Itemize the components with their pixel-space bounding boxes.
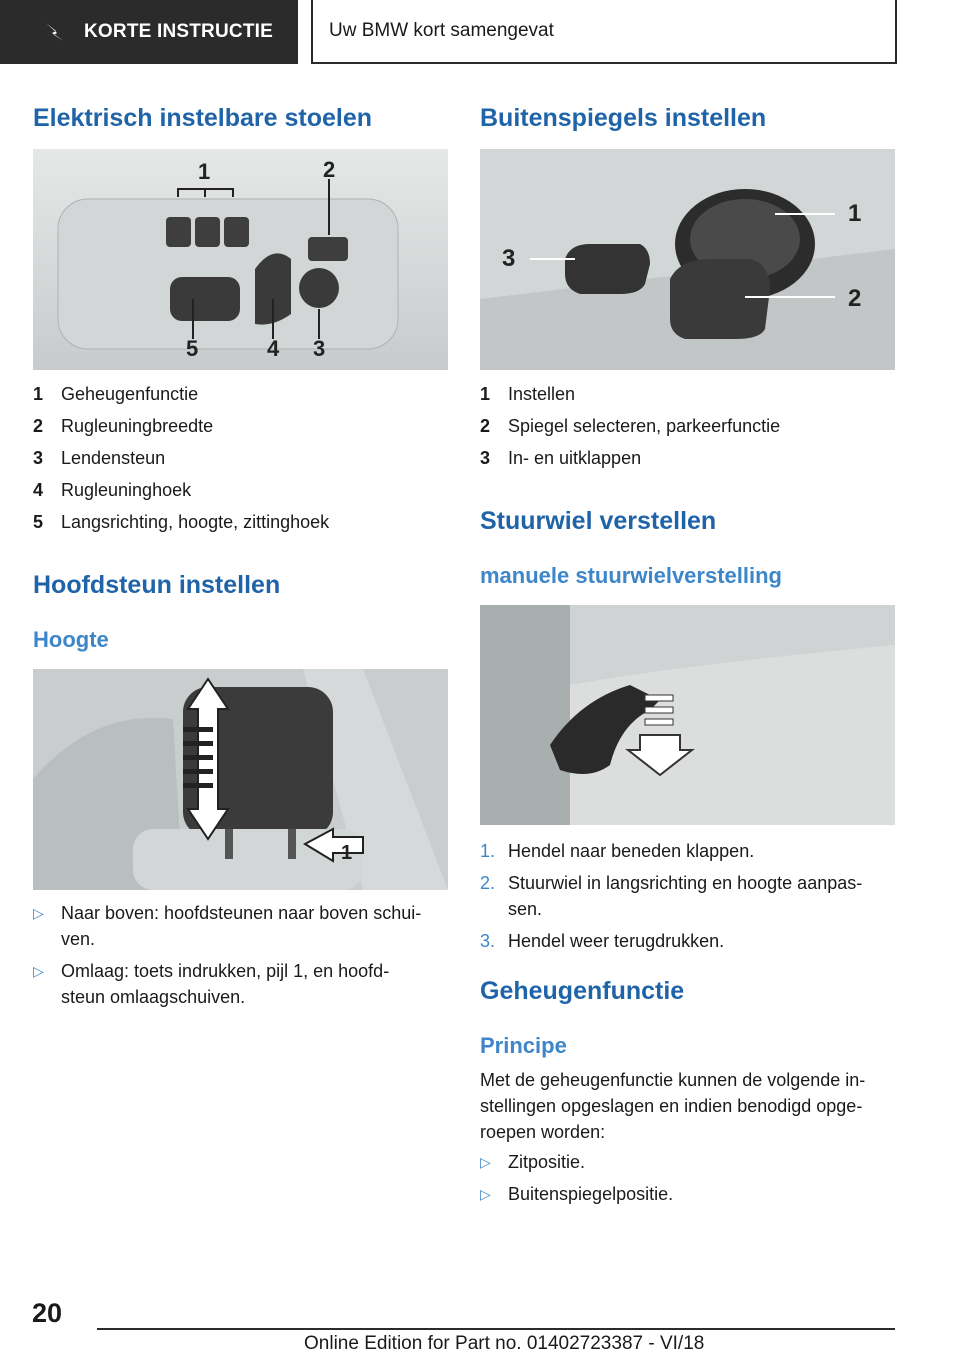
- mirror-label-1: 1: [848, 200, 862, 227]
- mirror-label-2: 2: [848, 285, 862, 312]
- bmw-quick-reference-icon: [44, 21, 66, 43]
- seat-controls-legend: [33, 384, 329, 544]
- footer-divider: [97, 1328, 895, 1330]
- section-tab[interactable]: [0, 0, 298, 64]
- list-item: 1 Instellen: [480, 384, 576, 404]
- memory-paragraph: Met de geheugenfunctie kunnen de volgende in- stellingen opgeslagen en indien benodigd opge- roepen worden:: [480, 1070, 866, 1142]
- headrest-heading: Hoofdsteun instellen: [33, 571, 281, 599]
- list-item: 1 Geheugenfunctie: [33, 384, 199, 404]
- headrest-bullets: [33, 900, 448, 1016]
- seat-label-5: 5: [186, 336, 199, 361]
- list-item: 3 In- en uitklappen: [480, 448, 642, 468]
- triangle-bullet-icon: ▷: [33, 963, 44, 979]
- mirror-controls-legend: [480, 384, 780, 480]
- memory-bullets: [480, 1149, 895, 1213]
- seat-label-2: 2: [323, 157, 336, 182]
- list-item: ▷ Omlaag: toets indrukken, pijl 1, en hoofd- steun omlaagschuiven.: [33, 958, 448, 1010]
- headrest-subheading: Hoogte: [33, 627, 109, 652]
- list-item: 5 Langsrichting, hoogte, zittinghoek: [33, 512, 330, 532]
- memory-heading: Geheugenfunctie: [480, 977, 685, 1005]
- footer-edition: Online Edition for Part no. 01402723387 - VI/18: [304, 1333, 705, 1354]
- list-item: ▷ Zitpositie.: [480, 1149, 895, 1175]
- memory-subheading: Principe: [480, 1033, 567, 1058]
- chapter-title-box: [311, 0, 897, 64]
- mirrors-heading: Buitenspiegels instellen: [480, 104, 767, 132]
- steering-heading: Stuurwiel verstellen: [480, 507, 717, 535]
- steering-subheading: manuele stuurwielverstelling: [480, 563, 782, 588]
- list-item: 2. Stuurwiel in langsrichting en hoogte aanpas- sen.: [480, 873, 863, 919]
- seat-controls-image: [33, 149, 448, 370]
- list-item: 1. Hendel naar beneden klappen.: [480, 841, 755, 861]
- list-item: 3. Hendel weer terugdrukken.: [480, 931, 725, 951]
- mirror-controls-image: [480, 149, 895, 370]
- seat-label-3: 3: [313, 336, 326, 361]
- list-item: ▷ Buitenspiegelpositie.: [480, 1181, 895, 1207]
- headrest-image: [33, 669, 448, 890]
- list-item: 2 Rugleuningbreedte: [33, 416, 214, 436]
- list-item: ▷ Naar boven: hoofdsteunen naar boven schui- ven.: [33, 900, 448, 952]
- steering-steps: [480, 838, 895, 960]
- steering-lever-image: [480, 605, 895, 825]
- mirror-label-3: 3: [502, 245, 516, 272]
- list-item: 4 Rugleuninghoek: [33, 480, 192, 500]
- seat-label-4: 4: [267, 336, 280, 361]
- triangle-bullet-icon: ▷: [480, 1154, 491, 1170]
- page-number: 20: [32, 1298, 63, 1328]
- seat-label-1: 1: [198, 159, 211, 184]
- headrest-arrow-label: 1: [341, 842, 353, 864]
- list-item: 3 Lendensteun: [33, 448, 166, 468]
- chapter-title: Uw BMW kort samengevat: [329, 20, 554, 41]
- triangle-bullet-icon: ▷: [480, 1186, 491, 1202]
- triangle-bullet-icon: ▷: [33, 905, 44, 921]
- list-item: 2 Spiegel selecteren, parkeerfunctie: [480, 416, 781, 436]
- seats-heading: Elektrisch instelbare stoelen: [33, 104, 373, 132]
- section-tab-label: KORTE INSTRUCTIE: [84, 21, 273, 42]
